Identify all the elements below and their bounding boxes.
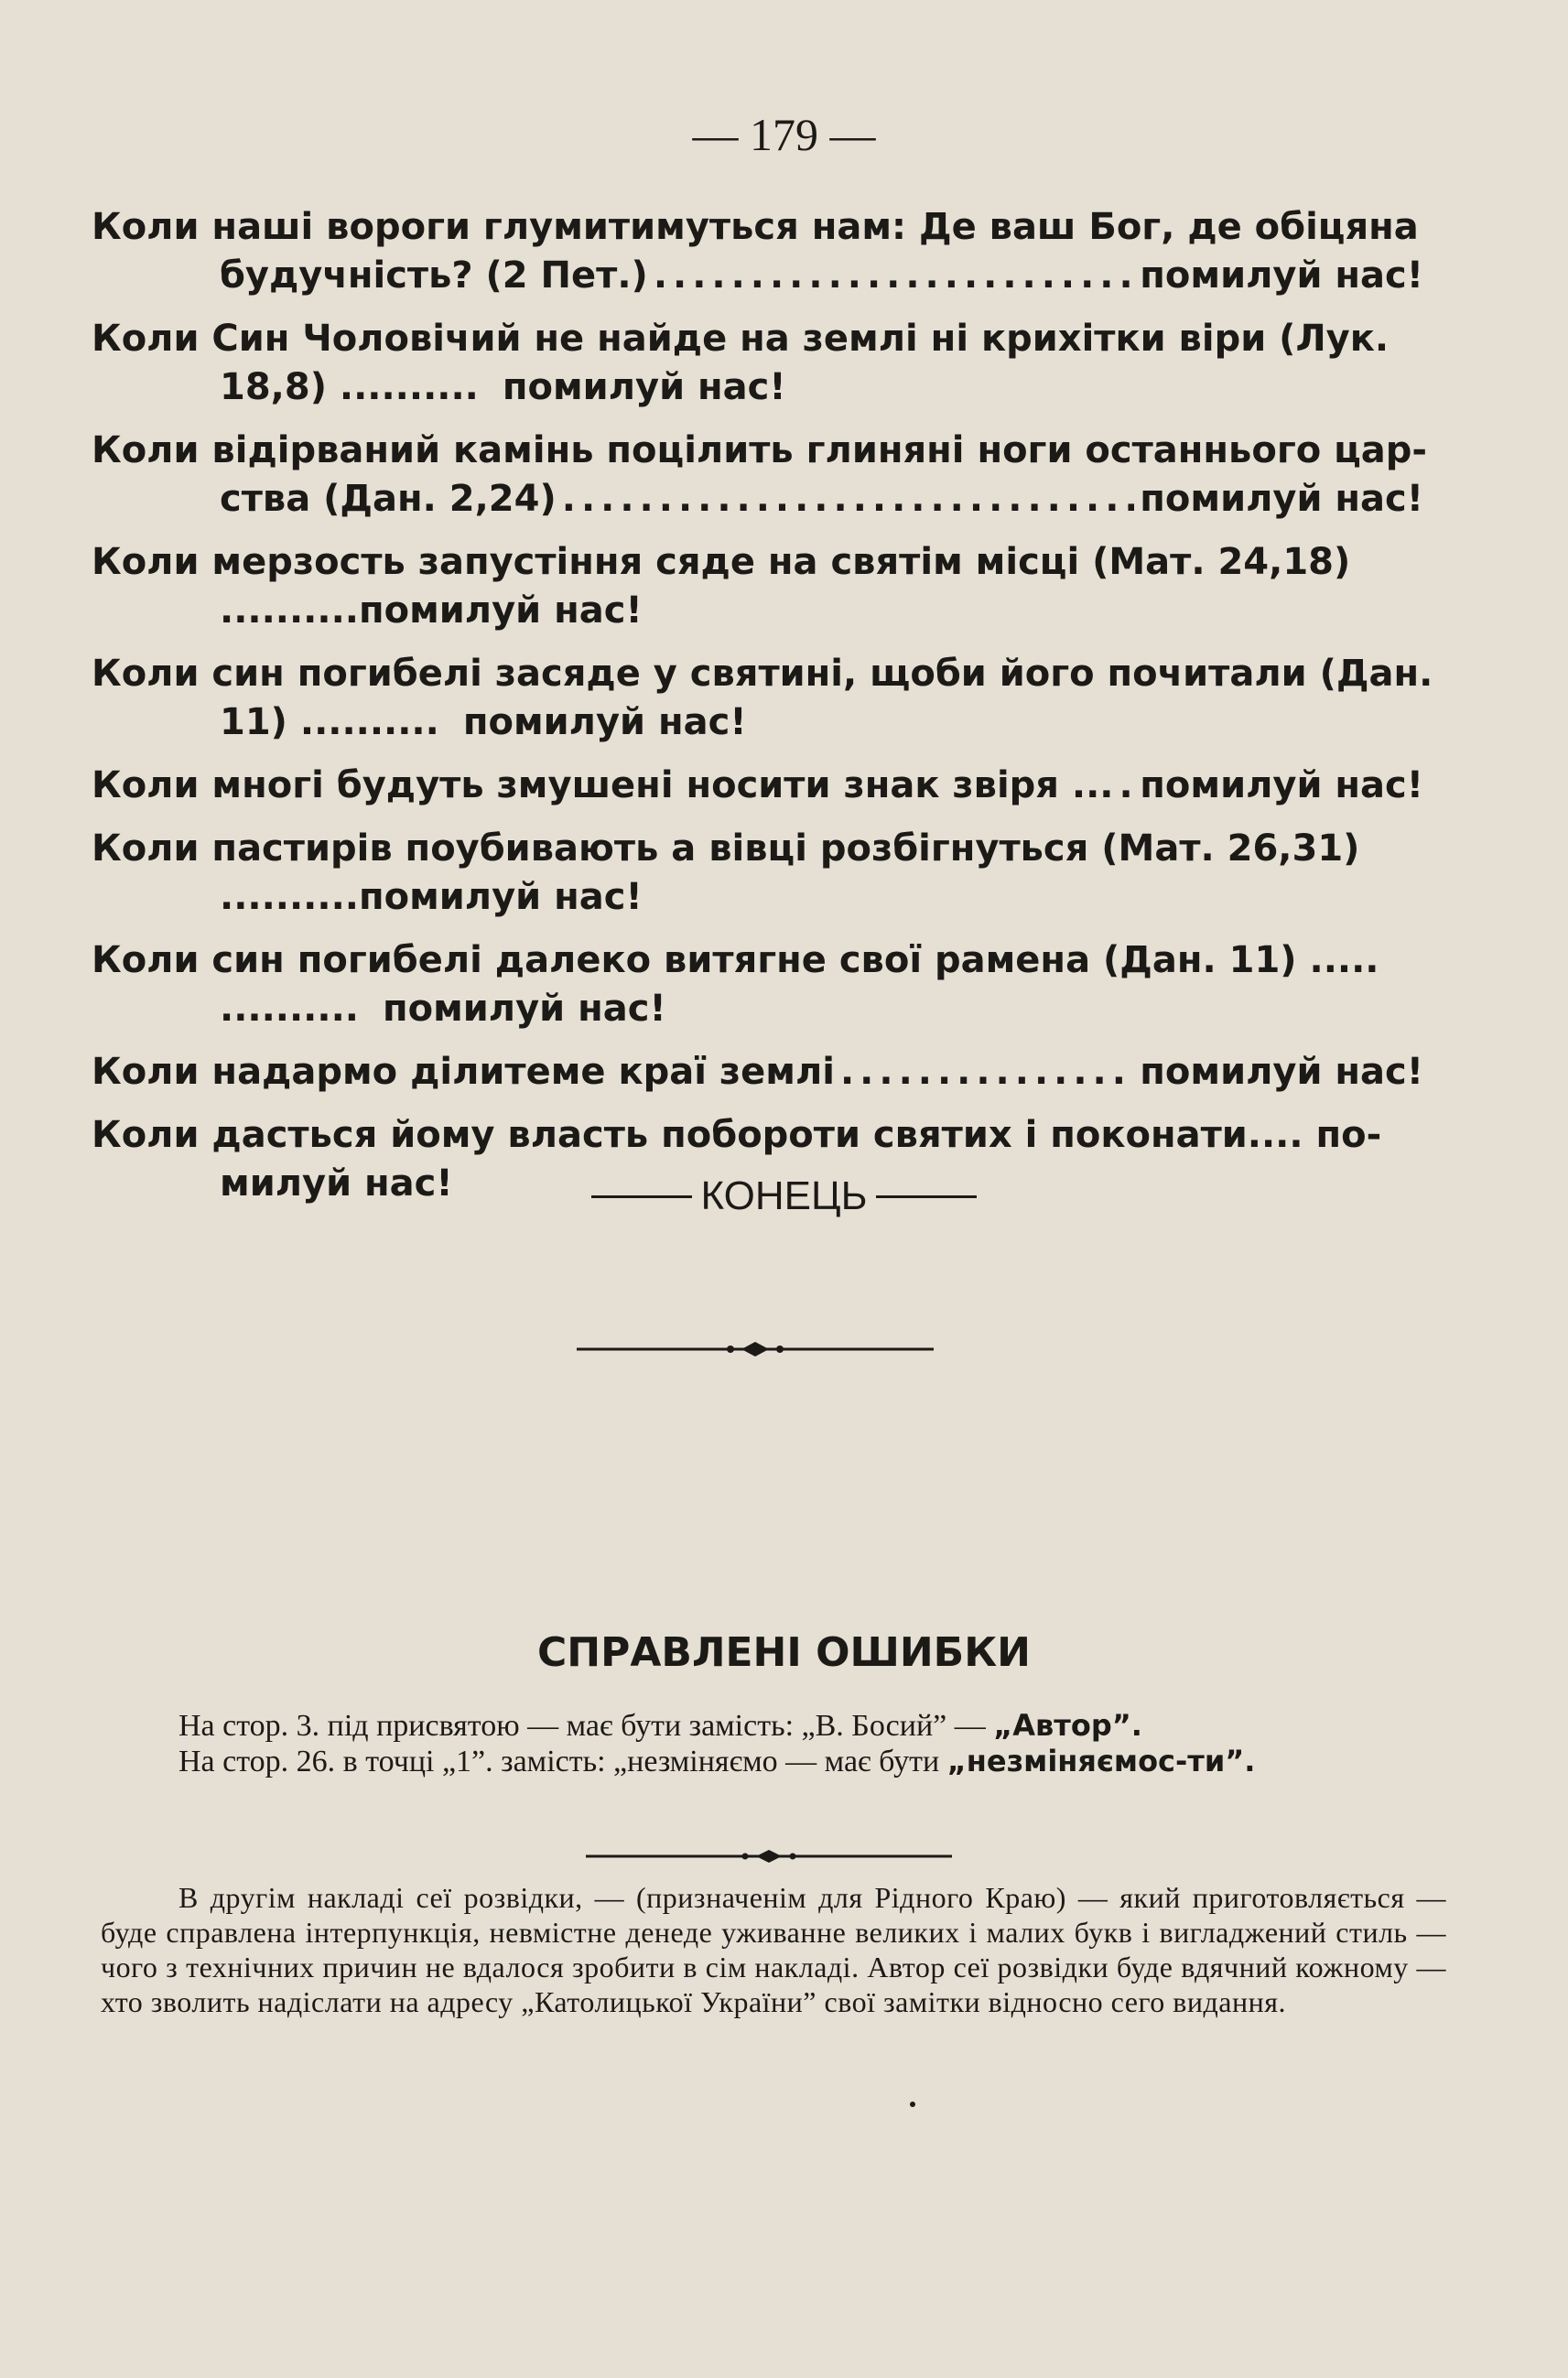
litany-response: помилуй нас! bbox=[462, 701, 747, 743]
litany bbox=[92, 203, 1433, 1223]
edition-note bbox=[101, 1880, 1446, 2019]
litany-entry bbox=[92, 538, 1423, 635]
errata-item bbox=[128, 1708, 1446, 1744]
litany-response: помилуй нас! bbox=[1140, 254, 1423, 297]
litany-entry bbox=[92, 825, 1423, 922]
litany-text: .......... bbox=[220, 988, 359, 1030]
leader-dots bbox=[364, 985, 377, 1033]
litany-entry bbox=[92, 427, 1428, 524]
litany-response: помилуй нас! bbox=[1140, 764, 1423, 806]
errata-title: СПРАВЛЕНІ ОШИБКИ bbox=[537, 1629, 1031, 1676]
litany-text: ..........помилуй нас! bbox=[220, 589, 643, 632]
litany-response: помилуй нас! bbox=[382, 988, 666, 1030]
litany-line bbox=[92, 825, 1423, 873]
leader-dots bbox=[840, 1048, 1134, 1097]
errata-item-correction: „Автор”. bbox=[993, 1708, 1142, 1743]
litany-text: Коли наші вороги глумитимуться нам: Де ваш Бог, де обіцяна bbox=[92, 206, 1419, 248]
end-mark bbox=[0, 1173, 1568, 1219]
ornament-divider bbox=[586, 1847, 952, 1865]
litany-line bbox=[92, 698, 1423, 747]
litany-line bbox=[92, 475, 1423, 524]
litany-text: ..........помилуй нас! bbox=[220, 876, 643, 918]
litany-entry bbox=[92, 315, 1423, 412]
litany-text: Коли син погибелі далеко витягне свої рамена (Дан. 11) ..... bbox=[92, 939, 1379, 981]
errata-item-text: На стор. 3. під присвятою — має бути замість: „В. Босий” — bbox=[178, 1709, 986, 1743]
litany-line bbox=[92, 203, 1423, 252]
litany-entry bbox=[92, 1048, 1423, 1097]
litany-text: Коли Син Чоловічий не найде на землі ні крихітки віри (Лук. bbox=[92, 318, 1390, 360]
end-label: КОНЕЦЬ bbox=[700, 1173, 868, 1218]
litany-line bbox=[92, 1111, 1423, 1160]
litany-text: 18,8) .......... bbox=[220, 366, 479, 408]
litany-line bbox=[92, 363, 1423, 412]
errata-list bbox=[128, 1708, 1446, 1779]
leader-dots bbox=[1119, 762, 1133, 810]
litany-response: помилуй нас! bbox=[1140, 1051, 1423, 1093]
litany-line bbox=[92, 427, 1428, 475]
litany-line bbox=[92, 315, 1423, 363]
litany-line bbox=[92, 252, 1423, 300]
litany-line bbox=[92, 985, 1423, 1033]
litany-text: Коли відірваний камінь поцілить глиняні ноги останнього цар- bbox=[92, 429, 1428, 471]
litany-text: ства (Дан. 2,24) bbox=[220, 478, 557, 520]
ornament-divider bbox=[577, 1338, 934, 1360]
litany-text: милуй нас! bbox=[220, 1162, 453, 1205]
litany-line bbox=[92, 873, 1423, 922]
litany-line bbox=[92, 587, 1423, 635]
litany-entry bbox=[92, 203, 1423, 300]
scan-speck bbox=[910, 2102, 915, 2107]
end-rule-right bbox=[876, 1195, 977, 1198]
litany-text: Коли надармо ділитеме краї землі bbox=[92, 1051, 835, 1093]
leader-dots bbox=[445, 698, 458, 747]
page-number: — 179 — bbox=[692, 109, 876, 160]
litany-text: Коли многі будуть змушені носити знак звіря ... bbox=[92, 764, 1114, 806]
litany-line bbox=[92, 538, 1423, 587]
litany-line bbox=[92, 650, 1433, 698]
litany-line bbox=[92, 762, 1423, 810]
litany-text: Коли пастирів поубивають а вівці розбігнуться (Мат. 26,31) bbox=[92, 827, 1360, 870]
litany-text: Коли син погибелі засяде у святині, щоби його почитали (Дан. bbox=[92, 653, 1433, 695]
litany-line bbox=[92, 1048, 1423, 1097]
leader-dots bbox=[654, 252, 1134, 300]
errata-item bbox=[128, 1744, 1446, 1779]
leader-dots bbox=[562, 475, 1134, 524]
litany-text: Коли дасться йому власть побороти святих і поконати.... по- bbox=[92, 1114, 1382, 1156]
litany-entry bbox=[92, 762, 1423, 810]
litany-entry bbox=[92, 650, 1433, 747]
edition-note-text: В другім накладі сеї розвідки, — (призначенім для Рідного Краю) — який приготовляється — буде справлена інтерпункція, невмістне денеде уживанне великих і малих букв і вигладжений стиль — чого з технічних причин не вдалося зробити в сім накладі. Автор сеї розвідки буде вдячний кожному — хто зволить надіслати на адресу „Католицької України” свої замітки відносно сего видання. bbox=[101, 1881, 1446, 2018]
leader-dots bbox=[484, 363, 497, 412]
errata-item-text: На стор. 26. в точці „1”. замість: „незміняємо — має бути bbox=[178, 1745, 940, 1778]
litany-entry bbox=[92, 936, 1423, 1033]
litany-response: помилуй нас! bbox=[502, 366, 786, 408]
litany-line bbox=[92, 936, 1423, 985]
litany-text: будучність? (2 Пет.) bbox=[220, 254, 648, 297]
litany-response: помилуй нас! bbox=[1140, 478, 1423, 520]
litany-text: 11) .......... bbox=[220, 701, 439, 743]
end-rule-left bbox=[591, 1195, 692, 1198]
errata-item-correction: „незміняємос-ти”. bbox=[946, 1744, 1256, 1778]
litany-text: Коли мерзость запустіння сяде на святім місці (Мат. 24,18) bbox=[92, 541, 1351, 583]
